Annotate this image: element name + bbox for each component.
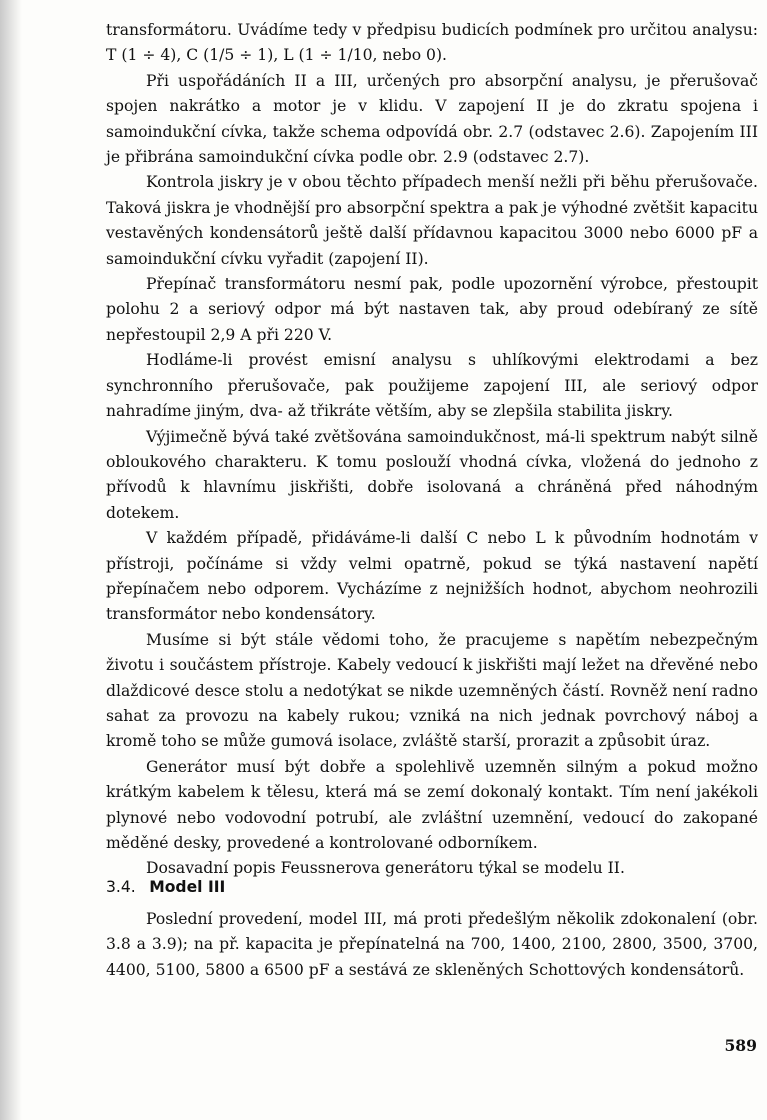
model-iii-text: [106, 907, 758, 983]
page-gutter-shadow: [0, 0, 22, 1120]
paragraph-self-inductance: Výjimečně bývá také zvětšována samoindukčnost, má-li spektrum nabýt silně obloukového charakteru. K tomu poslouží vhodná cívka, vložená do jednoho z přívodů k hlavnímu jiskřišti, dobře isolovaná a chráněná před náhodným dotekem.: [106, 427, 758, 522]
paragraph-model-iii: Poslední provedení, model III, má proti předešlým několik zdokonalení (obr. 3.8 a 3.9); na př. kapacita je přepínatelná na 700, 1400, 2100, 2800, 3500, 3700, 4400, 5100, 5800 a 6500 pF a sestává ze skleněných Schottových kondensátorů.: [106, 910, 758, 979]
paragraph-adding-c-l: V každém případě, přidáváme-li další C nebo L k původním hodnotám v přístroji, počínáme si vždy velmi opatrně, pokud se týká nastavení napětí přepínačem nebo odporem. Vycházíme z nejnižších hodnot, abychom neohrozili transformátor nebo kondensátory.: [106, 529, 758, 624]
paragraph-transformer-analysis: transformátoru. Uvádíme tedy v předpisu budicích podmínek pro určitou analysu: T (1 ÷ 4), C (1/5 ÷ 1), L (1 ÷ 1/10, nebo 0).: [106, 21, 758, 65]
paragraph-grounding: Generátor musí být dobře a spolehlivě uzemněn silným a pokud možno krátkým kabelem k tělesu, která má se zemí dokonalý kontakt. Tím není jakékoli plynové nebo vodovodní potrubí, ale zvláštní uzemnění, vedoucí do zakopané měděné desky, provedené a kontrolované odborníkem.: [106, 757, 758, 852]
body-text: [106, 18, 758, 882]
section-number: 3.4.: [106, 878, 136, 896]
section-title: Model III: [149, 878, 226, 896]
paragraph-transformer-switch: Přepínač transformátoru nesmí pak, podle upozornění výrobce, přestoupit polohu 2 a seriový odpor má být nastaven tak, aby proud odebíraný ze sítě nepřestoupil 2,9 A při 220 V.: [106, 275, 758, 344]
paragraph-spark-control: Kontrola jiskry je v obou těchto případech menší nežli při běhu přerušovače. Taková jiskra je vhodnější pro absorpční spektra a pak je výhodné zvětšit kapacitu vestavěných kondensátorů ještě další přídavnou kapacitou 3000 nebo 6000 pF a samoindukční cívku vyřadit (zapojení II).: [106, 173, 758, 268]
paragraph-safety: Musíme si být stále vědomi toho, že pracujeme s napětím nebezpečným životu i součástem přístroje. Kabely vedoucí k jiskřišti mají ležet na dřevěné nebo dlaždicové desce stolu a nedotýkat se nikde uzemněných částí. Rovněž není radno sahat za provozu na kabely rukou; vzniká na nich jednak povrchový náboj a kromě toho se může gumová isolace, zvláště starší, prorazit a způsobit úraz.: [106, 630, 758, 751]
section-heading: [106, 878, 225, 896]
paragraph-emission-analysis: Hodláme-li provést emisní analysu s uhlíkovými elektrodami a bez synchronního přerušovače, pak použijeme zapojení III, ale seriový odpor nahradíme jiným, dva- až třikráte větším, aby se zlepšila stabilita jiskry.: [106, 351, 758, 421]
paragraph-model-ii: Dosavadní popis Feussnerova generátoru týkal se modelu II.: [146, 859, 625, 878]
paragraph-arrangements: Při uspořádáních II a III, určených pro absorpční analysu, je přerušovač spojen nakrátko a motor je v klidu. V zapojení II je do zkratu spojena i samoindukční cívka, takže schema odpovídá obr. 2.7 (odstavec 2.6). Zapojením III je přibrána samoindukční cívka podle obr. 2.9 (odstavec 2.7).: [106, 71, 758, 167]
page-number: 589: [724, 1036, 757, 1055]
